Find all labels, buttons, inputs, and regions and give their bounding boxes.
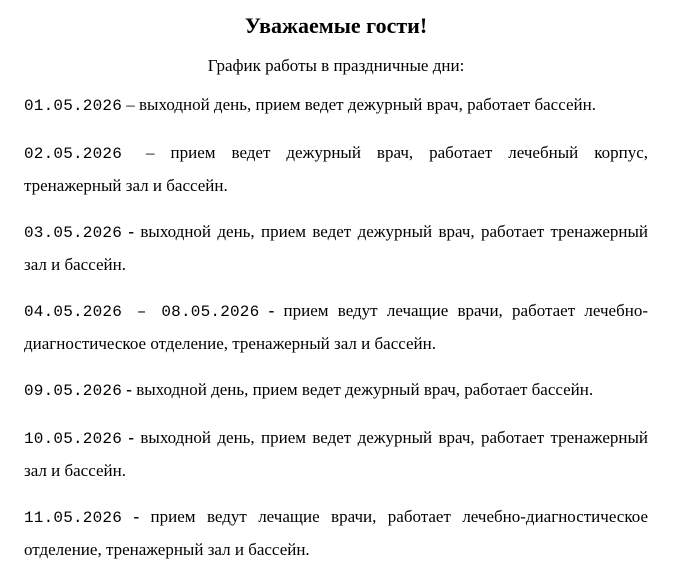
entry-date: 01.05.2026 xyxy=(24,97,123,115)
entry-date: 02.05.2026 xyxy=(24,145,123,163)
schedule-entry xyxy=(24,137,648,201)
entry-date: 11.05.2026 xyxy=(24,509,123,527)
entry-separator: - xyxy=(126,380,132,399)
entry-date: 10.05.2026 xyxy=(24,430,123,448)
holiday-schedule-notice xyxy=(24,12,648,565)
entry-separator: - xyxy=(133,507,140,526)
schedule-entry xyxy=(24,216,648,280)
entry-separator: - xyxy=(128,428,135,447)
entry-separator: - xyxy=(268,301,275,320)
entry-description: прием ведет дежурный врач, работает лечебный корпус, тренажерный зал и бассейн. xyxy=(24,143,648,195)
entry-separator: – xyxy=(126,95,135,114)
schedule-entry xyxy=(24,422,648,486)
notice-title: Уважаемые гости! xyxy=(244,13,428,38)
schedule-entry xyxy=(24,89,648,122)
schedule-list xyxy=(24,89,648,565)
entry-date: 09.05.2026 xyxy=(24,382,123,400)
entry-description: прием ведут лечащие врачи, работает лечебно-диагностическое отделение, тренажерный зал и бассейн. xyxy=(24,507,648,559)
entry-description: выходной день, прием ведет дежурный врач, работает тренажерный зал и бассейн. xyxy=(24,428,648,480)
entry-description: прием ведут лечащие врачи, работает лечебно-диагностическое отделение, тренажерный зал и бассейн. xyxy=(24,301,648,353)
entry-separator: – xyxy=(146,143,155,162)
entry-description: выходной день, прием ведет дежурный врач, работает тренажерный зал и бассейн. xyxy=(24,222,648,274)
schedule-entry xyxy=(24,295,648,359)
schedule-entry xyxy=(24,501,648,565)
notice-subtitle: График работы в праздничные дни: xyxy=(207,56,465,75)
entry-description: выходной день, прием ведет дежурный врач, работает бассейн. xyxy=(136,380,594,399)
entry-date: 04.05.2026 – 08.05.2026 xyxy=(24,303,260,321)
schedule-entry xyxy=(24,374,648,407)
entry-date: 03.05.2026 xyxy=(24,224,123,242)
entry-separator: - xyxy=(128,222,135,241)
entry-description: выходной день, прием ведет дежурный врач, работает бассейн. xyxy=(139,95,596,114)
